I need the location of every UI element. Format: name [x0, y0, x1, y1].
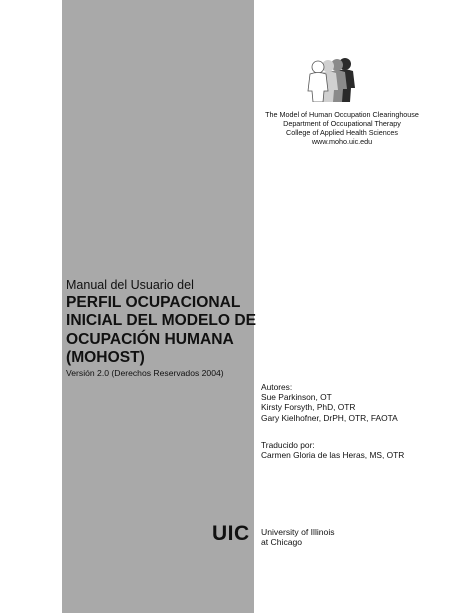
author-name: Gary Kielhofner, DrPH, OTR, FAOTA	[261, 412, 398, 423]
department-name: Department of Occupational Therapy	[283, 118, 401, 128]
authors-heading: Autores:	[261, 382, 293, 392]
clearinghouse-header	[256, 111, 428, 147]
clearinghouse-name: The Model of Human Occupation Clearinghouse	[265, 110, 419, 119]
document-title	[66, 294, 276, 367]
translation-block	[261, 440, 404, 460]
college-name: College of Applied Health Sciences	[286, 127, 398, 137]
university-line: at Chicago	[261, 537, 303, 548]
title-line: (MOHOST)	[66, 348, 145, 366]
manual-subtitle: Manual del Usuario del	[66, 278, 194, 292]
version-text: Versión 2.0 (Derechos Reservados 2004)	[66, 368, 224, 379]
translator-name: Carmen Gloria de las Heras, MS, OTR	[261, 450, 405, 461]
university-line: University of Illinois	[261, 527, 335, 537]
title-line: PERFIL OCUPACIONAL	[66, 294, 241, 311]
translation-heading: Traducido por:	[261, 440, 315, 450]
title-line: OCUPACIÓN HUMANA	[66, 330, 234, 348]
uic-logo: UIC	[212, 522, 250, 545]
people-silhouettes-icon	[300, 56, 362, 102]
author-name: Sue Parkinson, OT	[261, 392, 332, 403]
authors-block	[261, 382, 398, 423]
title-line: INICIAL DEL MODELO DE	[66, 312, 257, 330]
website-link[interactable]: www.moho.uic.edu	[311, 136, 373, 146]
author-name: Kirsty Forsyth, PhD, OTR	[261, 402, 356, 413]
university-name	[261, 527, 335, 547]
title-block	[66, 278, 276, 378]
